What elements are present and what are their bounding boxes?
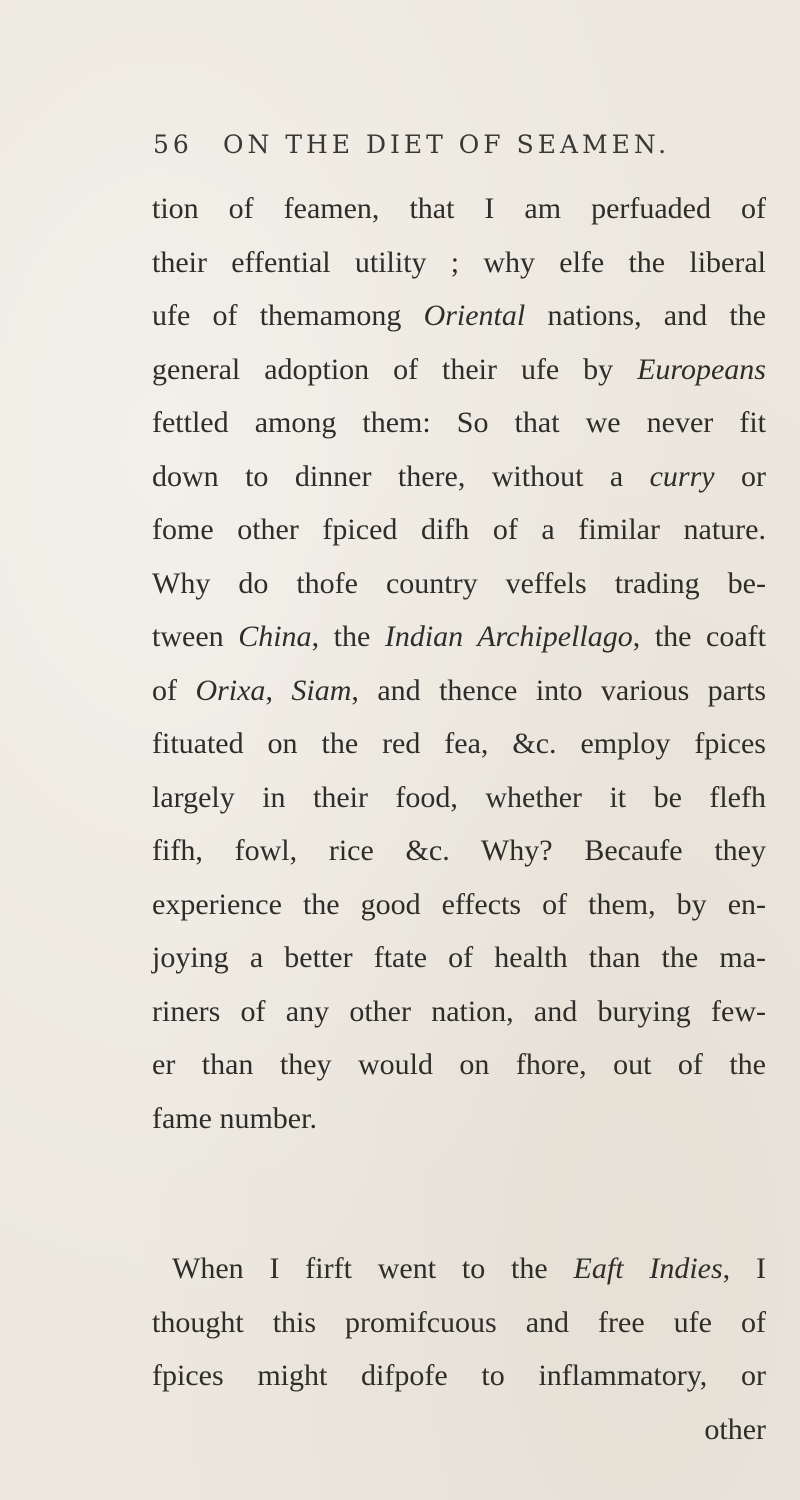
text-line: fituated on the red fea, &c. employ fpices [152,727,766,760]
text-line: largely in their food, whether it be flefh [152,780,766,814]
text-line: thought this promifcuous and free ufe of [152,1305,766,1339]
italic-term: Orixa [195,673,266,707]
text-line: their effential utility ; why elfe the liberal [152,245,766,279]
text-line: tween China, the Indian Archipellago, the coaft [152,620,766,653]
italic-term: China [238,620,312,653]
italic-term: Europeans [637,352,766,386]
text-line: fame number. [152,1101,317,1135]
text-line: fome other fpiced difh of a fimilar nature. [152,513,766,546]
text-line: fifh, fowl, rice &c. Why? Becaufe they [152,834,766,867]
italic-term: Eaft Indies [573,1252,723,1285]
text-line: er than they would on fhore, out of the [152,1048,766,1081]
text-line: tion of feamen, that I am perfuaded of [152,192,766,225]
text-line: experience the good effects of them, by en- [152,887,766,921]
running-title: ON THE DIET OF SEAMEN. [223,130,671,159]
italic-term: Indian Archipellago [384,620,633,653]
paragraph-gap [152,1145,766,1242]
text-line: riners of any other nation, and burying few- [152,994,766,1028]
text-line: of Orixa, Siam, and thence into various parts [152,673,766,707]
text-line: fpices might difpofe to inflammatory, or [152,1359,766,1392]
text-line: fettled among them: So that we never fit [152,406,766,439]
text-line: general adoption of their ufe by Europeans [152,352,766,386]
text-line: When I firft went to the Eaft Indies, I [172,1252,766,1285]
body-text [152,182,766,1456]
italic-term: curry [649,459,715,493]
italic-term: Oriental [423,299,526,332]
text-line: Why do thofe country veffels trading be- [152,566,766,600]
catchword: other [704,1412,766,1446]
running-head [153,130,670,159]
text-line: joying a better ftate of health than the ma- [152,941,766,974]
text-line: ufe of themamong Oriental nations, and the [152,299,766,332]
page-number: 56 [153,130,193,159]
text-line: down to dinner there, without a curry or [152,459,766,493]
italic-term: Siam [291,673,352,707]
